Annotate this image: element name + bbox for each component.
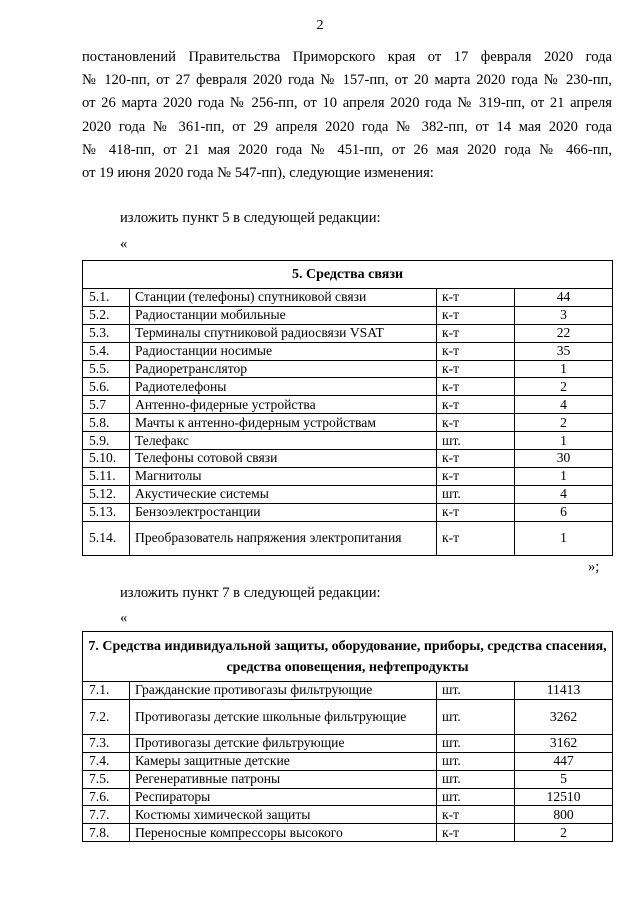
table-row bbox=[83, 682, 613, 700]
unit: к-т bbox=[437, 414, 515, 432]
table-row bbox=[83, 467, 613, 485]
quantity: 5 bbox=[515, 770, 613, 788]
unit: к-т bbox=[437, 342, 515, 360]
table-row bbox=[83, 378, 613, 396]
paragraph-line: от 19 июня 2020 года № 547-пп), следующие изменения: bbox=[82, 165, 434, 182]
quantity: 44 bbox=[515, 289, 613, 307]
table-row bbox=[83, 824, 613, 842]
paragraph-line: постановлений Правительства Приморского края от 17 февраля 2020 года bbox=[82, 49, 612, 65]
quantity: 800 bbox=[515, 806, 613, 824]
unit: к-т bbox=[437, 503, 515, 521]
item-name: Противогазы детские школьные фильтрующие bbox=[130, 699, 437, 734]
table-row bbox=[83, 806, 613, 824]
row-number: 5.5. bbox=[83, 360, 130, 378]
table-row bbox=[83, 485, 613, 503]
quantity: 1 bbox=[515, 521, 613, 555]
table-row bbox=[83, 342, 613, 360]
row-number: 5.14. bbox=[83, 521, 130, 555]
quantity: 30 bbox=[515, 450, 613, 468]
item-name: Акустические системы bbox=[130, 485, 437, 503]
row-number: 5.4. bbox=[83, 342, 130, 360]
quantity: 1 bbox=[515, 432, 613, 450]
table-title: 7. Средства индивидуальной защиты, оборудование, приборы, средства спасения, средства оповещения, нефтепродукты bbox=[83, 632, 613, 682]
unit: шт. bbox=[437, 752, 515, 770]
table-row bbox=[83, 396, 613, 414]
unit: шт. bbox=[437, 699, 515, 734]
row-number: 5.3. bbox=[83, 324, 130, 342]
unit: к-т bbox=[437, 324, 515, 342]
row-number: 7.2. bbox=[83, 699, 130, 734]
item-name: Магнитолы bbox=[130, 467, 437, 485]
unit: к-т bbox=[437, 289, 515, 307]
item-name: Радиоретранслятор bbox=[130, 360, 437, 378]
unit: шт. bbox=[437, 734, 515, 752]
quantity: 447 bbox=[515, 752, 613, 770]
row-number: 5.11. bbox=[83, 467, 130, 485]
item-name: Преобразователь напряжения электропитания bbox=[130, 521, 437, 555]
table-row bbox=[83, 324, 613, 342]
unit: к-т bbox=[437, 378, 515, 396]
communications-table bbox=[82, 260, 613, 556]
table-row bbox=[83, 289, 613, 307]
unit: к-т bbox=[437, 396, 515, 414]
quantity: 3162 bbox=[515, 734, 613, 752]
unit: к-т bbox=[437, 306, 515, 324]
table-row bbox=[83, 770, 613, 788]
quote-open-mark: « bbox=[120, 236, 128, 252]
unit: шт. bbox=[437, 432, 515, 450]
intro-paragraph bbox=[82, 46, 612, 185]
quantity: 22 bbox=[515, 324, 613, 342]
row-number: 5.2. bbox=[83, 306, 130, 324]
item-name: Противогазы детские фильтрующие bbox=[130, 734, 437, 752]
item-name: Переносные компрессоры высокого bbox=[130, 824, 437, 842]
item-name: Мачты к антенно-фидерным устройствам bbox=[130, 414, 437, 432]
table-row bbox=[83, 432, 613, 450]
row-number: 5.12. bbox=[83, 485, 130, 503]
quantity: 4 bbox=[515, 396, 613, 414]
item-name: Телефоны сотовой связи bbox=[130, 450, 437, 468]
unit: к-т bbox=[437, 467, 515, 485]
quantity: 3 bbox=[515, 306, 613, 324]
row-number: 5.13. bbox=[83, 503, 130, 521]
quantity: 35 bbox=[515, 342, 613, 360]
protection-equipment-table bbox=[82, 631, 613, 842]
item-name: Гражданские противогазы фильтрующие bbox=[130, 682, 437, 700]
quantity: 1 bbox=[515, 360, 613, 378]
row-number: 7.6. bbox=[83, 788, 130, 806]
table-row bbox=[83, 699, 613, 734]
table-row bbox=[83, 360, 613, 378]
unit: шт. bbox=[437, 485, 515, 503]
instruction-point-5: изложить пункт 5 в следующей редакции: bbox=[120, 210, 381, 226]
row-number: 7.8. bbox=[83, 824, 130, 842]
item-name: Регенеративные патроны bbox=[130, 770, 437, 788]
item-name: Бензоэлектростанции bbox=[130, 503, 437, 521]
unit: шт. bbox=[437, 770, 515, 788]
quantity: 6 bbox=[515, 503, 613, 521]
instruction-point-7: изложить пункт 7 в следующей редакции: bbox=[120, 585, 381, 601]
table-title: 5. Средства связи bbox=[83, 261, 613, 289]
row-number: 5.8. bbox=[83, 414, 130, 432]
unit: к-т bbox=[437, 521, 515, 555]
table-row bbox=[83, 521, 613, 555]
page-number: 2 bbox=[316, 18, 324, 33]
paragraph-line: № 418-пп, от 21 мая 2020 года № 451-пп, от 26 мая 2020 года № 466-пп, bbox=[82, 141, 612, 158]
table-row bbox=[83, 306, 613, 324]
item-name: Радиотелефоны bbox=[130, 378, 437, 396]
paragraph-line: № 120-пп, от 27 февраля 2020 года № 157-пп, от 20 марта 2020 года № 230-пп, bbox=[82, 72, 612, 89]
unit: шт. bbox=[437, 788, 515, 806]
row-number: 5.10. bbox=[83, 450, 130, 468]
unit: к-т bbox=[437, 450, 515, 468]
quantity: 12510 bbox=[515, 788, 613, 806]
item-name: Радиостанции носимые bbox=[130, 342, 437, 360]
row-number: 7.1. bbox=[83, 682, 130, 700]
unit: к-т bbox=[437, 360, 515, 378]
item-name: Костюмы химической защиты bbox=[130, 806, 437, 824]
quantity: 4 bbox=[515, 485, 613, 503]
row-number: 7.4. bbox=[83, 752, 130, 770]
table-row bbox=[83, 752, 613, 770]
quote-open-mark: « bbox=[120, 610, 128, 626]
quantity: 11413 bbox=[515, 682, 613, 700]
unit: к-т bbox=[437, 806, 515, 824]
quantity: 2 bbox=[515, 824, 613, 842]
row-number: 7.5. bbox=[83, 770, 130, 788]
unit: шт. bbox=[437, 682, 515, 700]
item-name: Станции (телефоны) спутниковой связи bbox=[130, 289, 437, 307]
item-name: Телефакс bbox=[130, 432, 437, 450]
quantity: 2 bbox=[515, 414, 613, 432]
item-name: Терминалы спутниковой радиосвязи VSAT bbox=[130, 324, 437, 342]
row-number: 5.6. bbox=[83, 378, 130, 396]
table-row bbox=[83, 503, 613, 521]
table-row bbox=[83, 734, 613, 752]
row-number: 7.7. bbox=[83, 806, 130, 824]
quantity: 3262 bbox=[515, 699, 613, 734]
row-number: 7.3. bbox=[83, 734, 130, 752]
quantity: 1 bbox=[515, 467, 613, 485]
item-name: Радиостанции мобильные bbox=[130, 306, 437, 324]
item-name: Камеры защитные детские bbox=[130, 752, 437, 770]
row-number: 5.1. bbox=[83, 289, 130, 307]
paragraph-line: от 26 марта 2020 года № 256-пп, от 10 апреля 2020 года № 319-пп, от 21 апреля bbox=[82, 95, 612, 112]
unit: к-т bbox=[437, 824, 515, 842]
quantity: 2 bbox=[515, 378, 613, 396]
row-number: 5.7 bbox=[83, 396, 130, 414]
row-number: 5.9. bbox=[83, 432, 130, 450]
paragraph-line: 2020 года № 361-пп, от 29 апреля 2020 года № 382-пп, от 14 мая 2020 года bbox=[82, 118, 612, 135]
table-row bbox=[83, 414, 613, 432]
table-row bbox=[83, 788, 613, 806]
quote-close-mark: »; bbox=[588, 559, 600, 575]
table-row bbox=[83, 450, 613, 468]
item-name: Антенно-фидерные устройства bbox=[130, 396, 437, 414]
item-name: Респираторы bbox=[130, 788, 437, 806]
